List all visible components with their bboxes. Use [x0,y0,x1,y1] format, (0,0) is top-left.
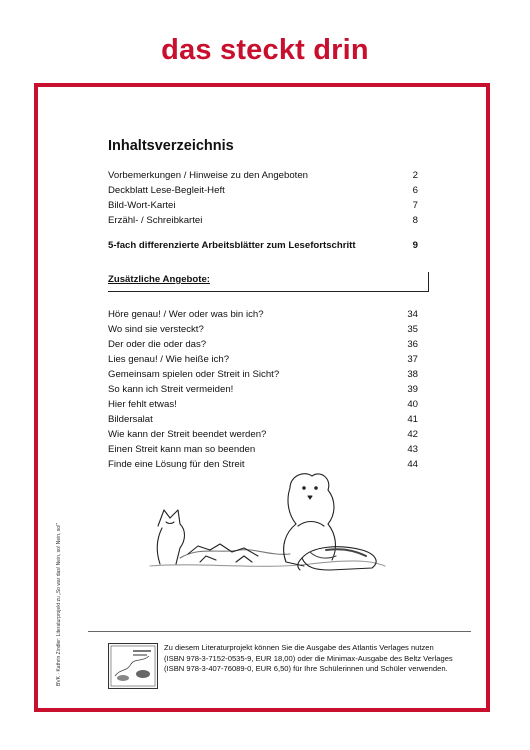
extras-row-page: 43 [407,444,418,455]
toc-row-page: 7 [412,200,418,211]
extras-row-label: Hier fehlt etwas! [108,399,177,410]
extras-row-label: Finde eine Lösung für den Streit [108,459,245,470]
toc-row-label: Erzähl- / Schreibkartei [108,215,203,226]
page-header-title: das steckt drin [161,34,369,66]
extras-row [108,382,418,397]
toc-list [108,168,418,253]
extras-row-label: Bildersalat [108,414,153,425]
extras-row-page: 34 [407,309,418,320]
toc-title: Inhaltsverzeichnis [108,138,234,154]
toc-row-label: Deckblatt Lese-Begleit-Heft [108,185,225,196]
extras-row-page: 39 [407,384,418,395]
extras-list [108,307,418,472]
footer-line: (ISBN 978-3-7152-0535-9, EUR 18,00) oder die Minimax-Ausgabe des Beltz Verlages [164,653,453,663]
toc-feature-row [108,238,418,253]
extras-title: Zusätzliche Angebote: [108,272,429,292]
extras-row [108,412,418,427]
toc-row-page: 6 [412,185,418,196]
book-cover-thumbnail [108,643,158,689]
extras-row-label: Der oder die oder das? [108,339,207,350]
toc-row-page: 2 [412,170,418,181]
extras-row-page: 42 [407,429,418,440]
extras-row-page: 40 [407,399,418,410]
extras-row [108,397,418,412]
extras-row [108,367,418,382]
book-cover-image-icon [109,644,157,688]
toc-row [108,183,418,198]
footer-note [164,643,464,675]
extras-row-page: 41 [407,414,418,425]
extras-row-label: Lies genau! / Wie heiße ich? [108,354,230,365]
extras-row-label: Höre genau! / Wer oder was bin ich? [108,309,264,320]
extras-row [108,322,418,337]
toc-row [108,198,418,213]
toc-row-label: Vorbemerkungen / Hinweise zu den Angeboten [108,170,309,181]
extras-row-label: Einen Streit kann man so beenden [108,444,256,455]
extras-row [108,427,418,442]
extras-row-label: Wo sind sie versteckt? [108,324,204,335]
toc-row [108,168,418,183]
toc-feature-label: 5-fach differenzierte Arbeitsblätter zum Lesefortschritt [108,240,356,251]
extras-row-page: 35 [407,324,418,335]
extras-row-page: 38 [407,369,418,380]
footer-divider [88,631,471,632]
extras-row-page: 44 [407,459,418,470]
extras-row-label: So kann ich Streit vermeiden! [108,384,234,395]
footer-line: (ISBN 978-3-407-76089-0, EUR 6,50) für Ihre Schülerinnen und Schüler verwenden. [164,664,448,673]
toc-row-page: 8 [412,215,418,226]
toc-row [108,213,418,228]
extras-row-page: 37 [407,354,418,365]
extras-row [108,307,418,322]
extras-row-page: 36 [407,339,418,350]
extras-row [108,442,418,457]
animal-illustration [140,466,390,584]
toc-feature-page: 9 [412,240,418,251]
extras-row [108,352,418,367]
footer-line: Zu diesem Literaturprojekt können Sie die Ausgabe des Atlantis Verlages nutzen [164,643,434,652]
extras-row-label: Wie kann der Streit beendet werden? [108,429,267,440]
extras-row-label: Gemeinsam spielen oder Streit in Sicht? [108,369,280,380]
extras-row [108,337,418,352]
side-copyright-note: BVK · Kathrin Zindler: Literaturprojekt zu „So war das! Nein, so! Nein, so!“ [56,522,62,686]
toc-row-label: Bild-Wort-Kartei [108,200,176,211]
